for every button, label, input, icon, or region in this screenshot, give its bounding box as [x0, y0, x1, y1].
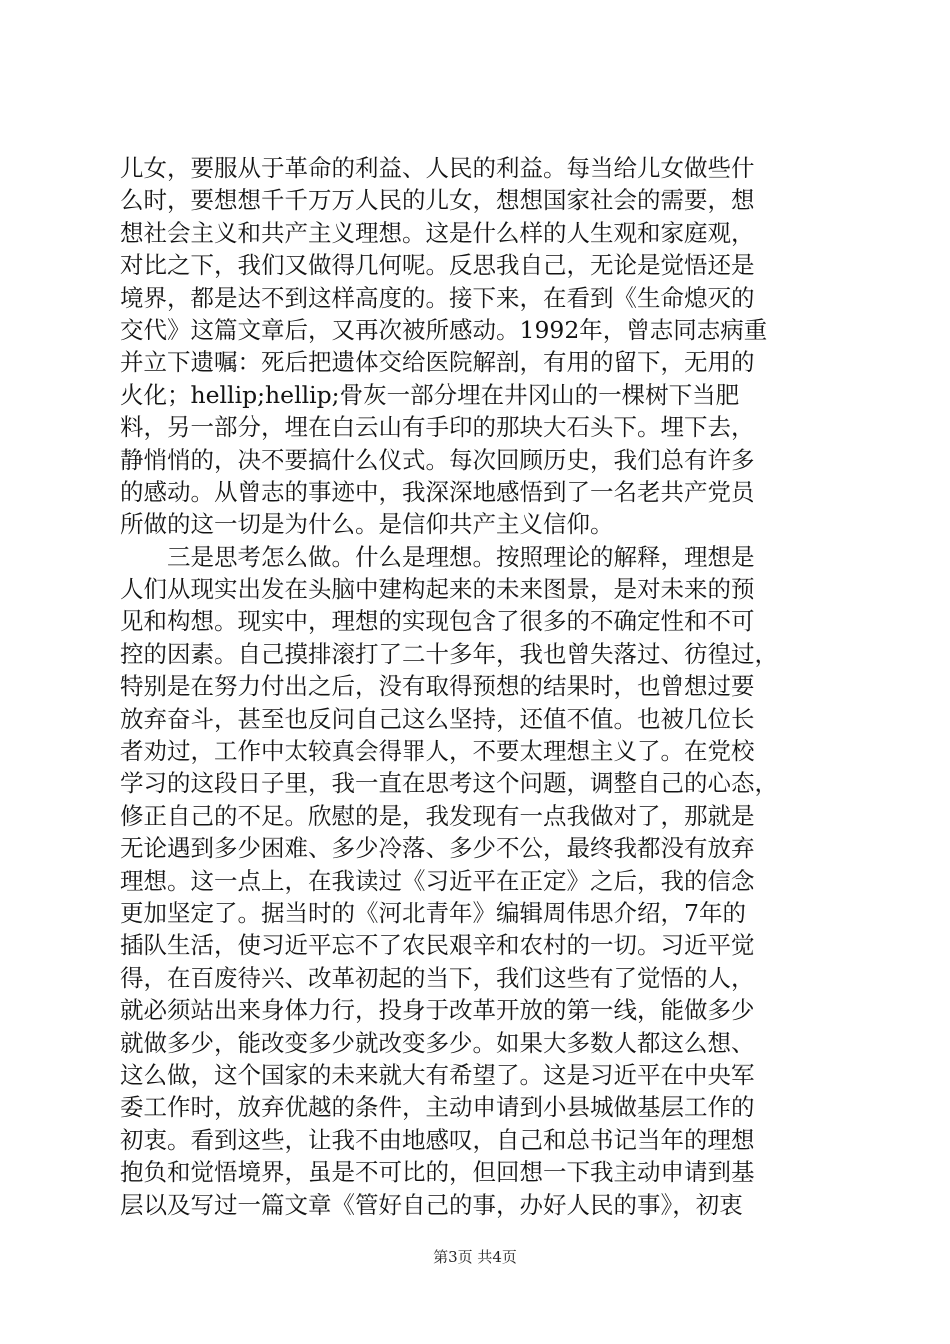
text-line: 就必须站出来身体力行，投身于改革开放的第一线，能做多少 — [120, 996, 755, 1025]
text-line: 境界，都是达不到这样高度的。接下来，在看到《生命熄灭的 — [120, 283, 755, 312]
text-line: 就做多少，能改变多少就改变多少。如果大多数人都这么想、 — [120, 1028, 755, 1057]
text-line: 么时，要想想千千万万人民的儿女，想想国家社会的需要，想 — [120, 186, 755, 215]
text-line: 学习的这段日子里，我一直在思考这个问题，调整自己的心态， — [120, 769, 778, 798]
text-line: 委工作时，放弃优越的条件，主动申请到小县城做基层工作的 — [120, 1093, 755, 1122]
text-line: 人们从现实出发在头脑中建构起来的未来图景，是对未来的预 — [120, 575, 755, 604]
text-line: 所做的这一切是为什么。是信仰共产主义信仰。 — [120, 510, 614, 539]
text-line: 的感动。从曾志的事迹中，我深深地感悟到了一名老共产党员 — [120, 477, 755, 506]
text-line: 料，另一部分，埋在白云山有手印的那块大石头下。埋下去， — [120, 413, 755, 442]
page-number-footer: 第3页 共4页 — [433, 1248, 517, 1266]
text-line: 这么做，这个国家的未来就大有希望了。这是习近平在中央军 — [120, 1060, 755, 1089]
text-line: 修正自己的不足。欣慰的是，我发现有一点我做对了，那就是 — [120, 801, 755, 830]
text-line: 静悄悄的，决不要搞什么仪式。每次回顾历史，我们总有许多 — [120, 445, 755, 474]
text-line: 者劝过，工作中太较真会得罪人，不要太理想主义了。在党校 — [120, 737, 755, 766]
text-line: 放弃奋斗，甚至也反问自己这么坚持，还值不值。也被几位长 — [120, 704, 755, 733]
text-line: 初衷。看到这些，让我不由地感叹，自己和总书记当年的理想 — [120, 1125, 755, 1154]
body-text — [120, 152, 840, 1221]
text-line: 插队生活，使习近平忘不了农民艰辛和农村的一切。习近平觉 — [120, 931, 755, 960]
text-line: 见和构想。现实中，理想的实现包含了很多的不确定性和不可 — [120, 607, 755, 636]
text-line: 儿女，要服从于革命的利益、人民的利益。每当给儿女做些什 — [120, 154, 755, 182]
text-line: 想社会主义和共产主义理想。这是什么样的人生观和家庭观， — [120, 218, 755, 247]
text-line: 更加坚定了。据当时的《河北青年》编辑周伟思介绍，7年的 — [120, 898, 746, 927]
text-line: 对比之下，我们又做得几何呢。反思我自己，无论是觉悟还是 — [120, 251, 755, 280]
text-line: 火化；hellip;hellip;骨灰一部分埋在井冈山的一棵树下当肥 — [120, 380, 740, 409]
text-line: 交代》这篇文章后，又再次被所感动。1992年，曾志同志病重 — [120, 315, 768, 344]
text-line: 层以及写过一篇文章《管好自己的事，办好人民的事》，初衷 — [120, 1190, 743, 1219]
text-line: 控的因素。自己摸排滚打了二十多年，我也曾失落过、彷徨过， — [120, 639, 778, 668]
text-line: 抱负和觉悟境界，虽是不可比的，但回想一下我主动申请到基 — [120, 1158, 755, 1187]
text-line: 无论遇到多少困难、多少冷落、多少不公，最终我都没有放弃 — [120, 834, 755, 863]
text-line: 特别是在努力付出之后，没有取得预想的结果时，也曾想过要 — [120, 672, 755, 701]
text-line: 理想。这一点上，在我读过《习近平在正定》之后，我的信念 — [120, 866, 755, 895]
paragraph-start-line: 三是思考怎么做。什么是理想。按照理论的解释，理想是 — [120, 542, 755, 571]
text-line: 并立下遗嘱：死后把遗体交给医院解剖，有用的留下，无用的 — [120, 348, 755, 377]
text-line: 得，在百废待兴、改革初起的当下，我们这些有了觉悟的人， — [120, 963, 755, 992]
